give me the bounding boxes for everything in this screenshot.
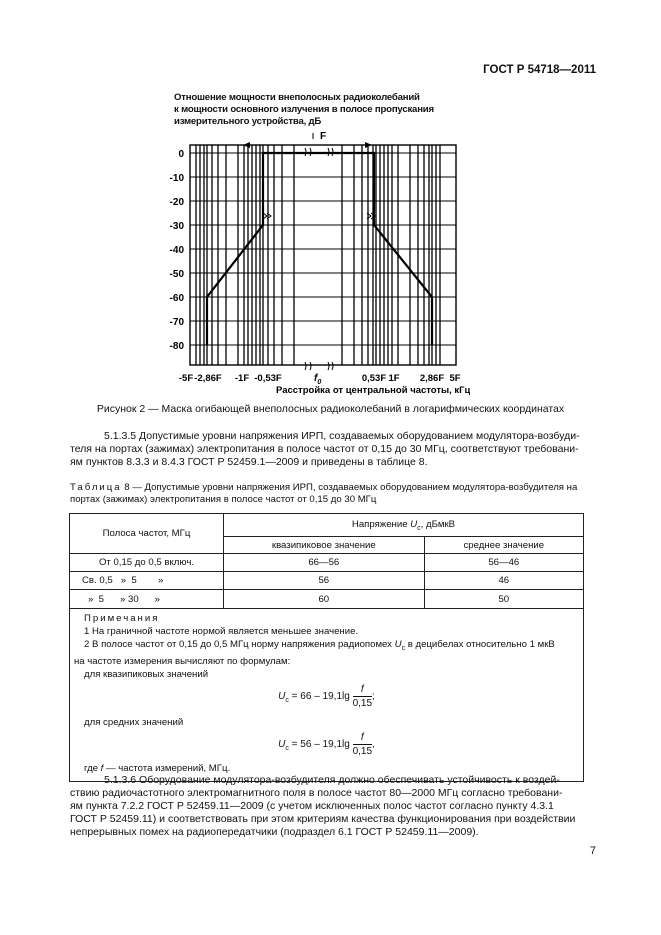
notes-row [70, 609, 584, 782]
x-tick-label: 0,53F [361, 373, 387, 384]
y-tick-label: -20 [169, 197, 184, 208]
paragraph-line: 5.1.3.6 Оборудование модулятора-возбудителя должно обеспечивать устойчивость к воздей- [104, 774, 560, 786]
x-tick-label: -2,86F [194, 373, 222, 384]
mask-chart [160, 125, 470, 400]
note-2: 2 В полосе частот от 0,15 до 0,5 МГц норму напряжения радиопомех $U_c$ в децибелах относительно 1 мкВ [84, 639, 555, 652]
table-row [70, 590, 584, 609]
qp-formula: $U_c = 66 - 19,1\lg$ $\frac{f}{0,15}$ ; [278, 683, 375, 709]
table-row [70, 554, 584, 572]
paragraph-line: ям пунктов 8.3.3 и 8.4.3 ГОСТ Р 52459.1—2009 и приведены в таблице 8. [70, 456, 428, 468]
cell-band: Св. 0,5 » 5 » [70, 572, 224, 590]
table-caption [70, 482, 582, 506]
avg-label: для средних значений [84, 716, 184, 728]
table-8 [69, 513, 584, 782]
cell-avg: 50 [424, 590, 583, 609]
y-tick-label: -50 [169, 269, 184, 280]
axis-break-marks [263, 148, 375, 370]
y-tick-label: -30 [169, 221, 184, 232]
paragraph-5-1-3-6 [70, 774, 582, 839]
y-tick-label: -70 [169, 317, 184, 328]
x-tick-label: 1F [388, 373, 400, 384]
y-tick-label: -10 [169, 173, 184, 184]
document-id: ГОСТ Р 54718—2011 [483, 64, 596, 76]
paragraph-line: ГОСТ Р 52459.11) и соответствовать при этом критериям качества функционирования при воздействии [70, 813, 576, 825]
chart-y-axis-label [174, 92, 444, 128]
y-tick-label: -60 [169, 293, 184, 304]
cell-qp: 60 [224, 590, 425, 609]
y-tick-labels [170, 149, 185, 352]
ylabel-line-1: Отношение мощности внеполосных радиоколебаний [174, 92, 420, 103]
f0-label: $f_0$ [314, 373, 322, 386]
paragraph-line: ям пункта 7.2.2 ГОСТ Р 52459.11—2009 (с учетом исключенных полос частот согласно пункту 4.3.1 [70, 800, 554, 812]
y-tick-label: 0 [178, 149, 184, 160]
col-header-band: Полоса частот, МГц [70, 514, 224, 554]
cell-avg: 56—46 [424, 554, 583, 572]
table-caption-text: 8 — Допустимые уровни напряжения ИРП, создаваемых оборудованием модулятора-возбудителя на [124, 482, 578, 493]
page-number: 7 [589, 845, 596, 857]
x-tick-label: -0,53F [254, 373, 282, 384]
paragraph-line: 5.1.3.5 Допустимые уровни напряжения ИРП, создаваемых оборудованием модулятора-возбуди- [104, 430, 580, 442]
paragraph-line: непрерывных помех на радиопередатчики (подраздел 6.1 ГОСТ Р 52459.11—2009). [70, 826, 479, 838]
log-grid [190, 145, 456, 365]
qp-fraction: $\frac{f}{0,15}$ [352, 683, 373, 709]
avg-fraction: $\frac{f}{0,15}$ [352, 731, 373, 757]
table-row [70, 572, 584, 590]
paragraph-line: ствию радиочастотного электромагнитного поля в полосе частот 80—2000 МГц согласно требовани- [70, 787, 563, 799]
col-header-voltage: Напряжение $U_c$, дБмкВ [224, 514, 584, 537]
ylabel-line-3: измерительного устройства, дБ [174, 116, 322, 127]
x-axis-label: Расстройка от центральной частоты, кГц [276, 385, 470, 396]
band-width-arrow [243, 131, 372, 148]
x-tick-label: 2,86F [419, 373, 445, 384]
notes-title: Примечания [84, 613, 160, 624]
figure-caption: Рисунок 2 — Маска огибающей внеполосных радиоколебаний в логарифмических координатах [96, 403, 565, 415]
cell-band: От 0,15 до 0,5 включ. [70, 554, 224, 572]
x-tick-label: -5F [178, 373, 194, 384]
y-tick-label: -40 [169, 245, 184, 256]
paragraph-line: теля на портах (зажимах) электропитания в полосе частот от 0,15 до 30 МГц, соответствуют требовани- [70, 443, 579, 455]
cell-qp: 56 [224, 572, 425, 590]
col-header-quasi-peak: квазипиковое значение [224, 537, 425, 554]
note-1: 1 На граничной частоте нормой является меньшее значение. [84, 626, 359, 637]
note-2-cont: на частоте измерения вычисляют по формулам: [74, 655, 291, 667]
y-tick-label: -80 [169, 341, 184, 352]
col-header-average: среднее значение [424, 537, 583, 554]
x-tick-label: 5F [449, 373, 461, 384]
table-caption-line-2: портах (зажимах) электропитания в полосе частот от 0,15 до 30 МГц [70, 494, 377, 505]
x-tick-label: -1F [234, 373, 250, 384]
table-notes [70, 609, 584, 782]
table-caption-word: Таблица [70, 482, 122, 493]
where-clause: где f — частота измерений, МГц. [84, 762, 231, 774]
ylabel-line-2: к мощности основного излучения в полосе пропускания [174, 104, 434, 115]
cell-avg: 46 [424, 572, 583, 590]
cell-qp: 66—56 [224, 554, 425, 572]
paragraph-5-1-3-5 [70, 430, 582, 469]
avg-formula: $U_c = 56 - 19,1\lg$ $\frac{f}{0,15}$ , [278, 731, 375, 757]
cell-band: » 5 » 30 » [70, 590, 224, 609]
band-label: F [320, 131, 327, 142]
plot-frame [190, 145, 456, 365]
qp-label: для квазипиковых значений [84, 668, 209, 680]
